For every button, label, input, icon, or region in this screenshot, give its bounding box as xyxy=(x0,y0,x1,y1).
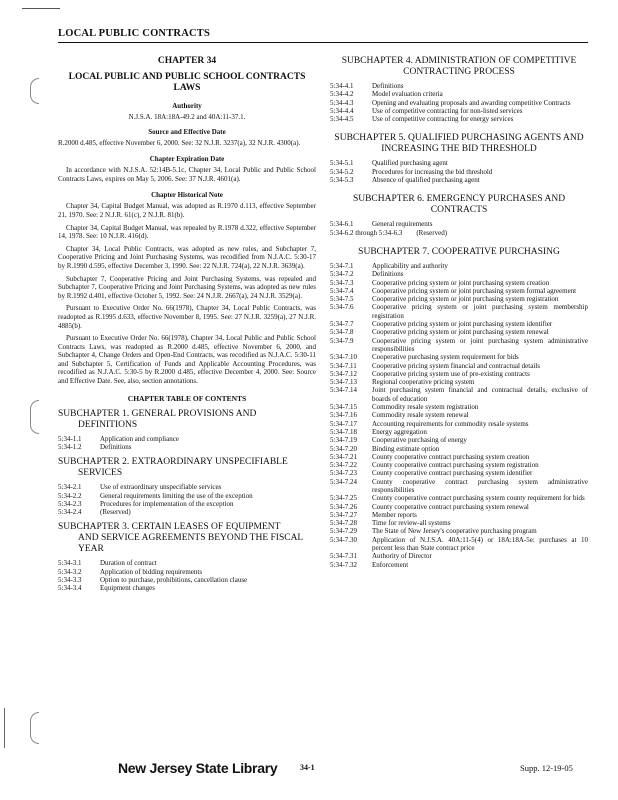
history-paragraph: Chapter 34, Capital Budget Manual, was repealed by R.1978 d.322, effective September 14, 1978. See: 10 N.J.R. 416(d). xyxy=(58,223,316,241)
toc-entry-number: 5:34-7.4 xyxy=(330,286,354,295)
toc-entry xyxy=(330,370,588,378)
toc-entry-number: 5:34-7.28 xyxy=(330,519,358,528)
toc-entry-title: Member reports xyxy=(372,510,417,519)
toc-entry-number: 5:34-7.2 xyxy=(330,270,354,279)
toc-entry xyxy=(58,483,316,491)
toc-heading: CHAPTER TABLE OF CONTENTS xyxy=(127,393,247,403)
toc-entry-number: 5:34-7.15 xyxy=(330,403,358,412)
toc-entry-title: Enforcement xyxy=(372,560,409,569)
toc-entry-title: Applicability and authority xyxy=(372,261,448,270)
toc-entry-title: County cooperative contract purchasing system identifier xyxy=(372,469,533,478)
source-heading: Source and Effective Date xyxy=(148,127,226,136)
subchapter-heading-line1: SUBCHAPTER 2. EXTRAORDINARY UNSPECIFIABLE xyxy=(58,457,288,468)
left-column xyxy=(58,56,316,595)
subchapter-2 xyxy=(58,457,316,516)
toc-entry-number: 5:34-7.8 xyxy=(330,328,354,337)
toc-entry xyxy=(58,492,316,500)
toc-entry-title: Commodity resale system renewal xyxy=(372,411,469,420)
subchapter-heading: SUBCHAPTER 5. QUALIFIED PURCHASING AGENTS AND INCREASING THE BID THRESHOLD xyxy=(334,133,584,155)
toc-entry-number: 5:34-2.4 xyxy=(58,508,82,517)
source-text: R.2000 d.485, effective November 6, 2000. See: 32 N.J.R. 3237(a), 32 N.J.R. 4300(a). xyxy=(58,138,301,147)
toc-entry-number: 5:34-7.21 xyxy=(330,452,358,461)
toc-entry-number: 5:34-7.11 xyxy=(330,361,357,370)
toc-entry-title: Cooperative pricing system or joint purchasing system identifier xyxy=(372,320,553,329)
toc-entry xyxy=(330,469,588,477)
toc-entry xyxy=(58,568,316,576)
toc-entry-title: Procedures for implementation of the exception xyxy=(100,499,234,508)
chapter-title: LOCAL PUBLIC AND PUBLIC SCHOOL CONTRACTS LAWS xyxy=(68,72,306,93)
chapter-number: CHAPTER 34 xyxy=(157,56,217,66)
toc-entry-title: Cooperative purchasing system requirement for bids xyxy=(372,353,519,362)
toc-entry xyxy=(330,478,588,495)
toc-entry-title: Option to purchase, prohibitions, cancellation clause xyxy=(100,576,248,585)
toc-entry-title: Use of competitive contracting for energy services xyxy=(372,115,514,124)
toc-entry xyxy=(330,176,588,184)
subchapter-heading-line2: SERVICES xyxy=(78,468,123,479)
toc-entry-title: County cooperative contract purchasing system county requirement for bids xyxy=(372,494,585,503)
subchapter-heading xyxy=(58,457,316,479)
toc-entry-title: (Reserved) xyxy=(416,228,448,237)
subchapter-heading-line1: SUBCHAPTER 1. GENERAL PROVISIONS AND xyxy=(58,408,257,419)
toc-entry-title: Cooperative pricing system or joint purchasing system creation xyxy=(372,278,550,287)
toc-entry-title: Accounting requirements for commodity resale systems xyxy=(372,419,529,428)
toc-entry-title: County cooperative contract purchasing system registration xyxy=(372,461,539,470)
toc-entry xyxy=(330,552,588,560)
history-paragraph: Subchapter 7, Cooperative Pricing and Joint Purchasing Systems, was repealed and Subchapter 7, Cooperative Pricing and Joint Purchasing Systems, was adopted as new rules by R.1992 d.401, effective October 5, 1992. See: 24 N.J.R. 2667(a), 24 N.J.R. 3529(a). xyxy=(58,274,316,300)
toc-entry-title: County cooperative contract purchasing system renewal xyxy=(372,502,529,511)
scan-hole-mark xyxy=(30,78,39,104)
toc-entry-number: 5:34-7.29 xyxy=(330,527,358,536)
toc-entry-number: 5:34-4.3 xyxy=(330,98,354,107)
toc-entry xyxy=(58,500,316,508)
right-column xyxy=(330,56,588,571)
toc-entry-title: Cooperative pricing system financial and contractual details xyxy=(372,361,540,370)
running-head: LOCAL PUBLIC CONTRACTS xyxy=(58,28,588,43)
toc-entry-title: Authority of Director xyxy=(372,552,432,561)
toc-entry-number: 5:34-3.4 xyxy=(58,584,82,593)
toc-entry-number: 5:34-7.22 xyxy=(330,461,358,470)
subchapter-heading xyxy=(58,409,316,431)
toc-entry-title: Use of extraordinary unspecifiable services xyxy=(100,483,222,492)
subchapter-1 xyxy=(58,409,316,452)
toc-entry xyxy=(330,386,588,403)
toc-entry-title: Cooperative pricing system or joint purchasing system renewal xyxy=(372,328,549,337)
history-heading: Chapter Historical Note xyxy=(151,191,223,200)
toc-entry-number: 5:34-7.17 xyxy=(330,419,358,428)
toc-entry-number: 5:34-4.5 xyxy=(330,115,354,124)
toc-entry-number: 5:34-5.3 xyxy=(330,176,354,185)
toc-entry xyxy=(330,279,588,287)
toc-entry-number: 5:34-7.26 xyxy=(330,502,358,511)
scan-hole-mark xyxy=(30,400,39,434)
toc-entry xyxy=(330,115,588,123)
toc-entry-title: Time for review-all systems xyxy=(372,519,451,528)
toc-entry xyxy=(330,229,588,237)
toc-entry xyxy=(330,519,588,527)
toc-entry-title: Definitions xyxy=(100,442,132,451)
toc-entry-number: 5:34-1.1 xyxy=(58,434,82,443)
history-paragraph: Pursuant to Executive Order No. 66(1978), Chapter 34, Local Public and Public School Contracts Laws, was readopted as R.2000 d.485, effective November 6, 2000, and Subchapter 4, Change Orders and Open-End Contracts, was recodified as N.J.A.C. 5:30-11 and Subchapter 5, Certification of Funds and Applicable Accounting Procedures, was recodified as N.J.A.C. 5:30-5 by R.2000 d.485, effective December 4, 2000. See: Source and Effective Date. See, also, section annotations. xyxy=(58,334,316,386)
page-number: 34-1 xyxy=(300,763,315,772)
toc-entry-number: 5:34-7.3 xyxy=(330,278,354,287)
toc-entry-title: Cooperative pricing system or joint purchasing system administrative responsibilities xyxy=(372,336,588,353)
toc-entry xyxy=(330,445,588,453)
toc-entry xyxy=(330,320,588,328)
authority-heading: Authority xyxy=(172,102,202,110)
toc-entry-title: Definitions xyxy=(372,82,404,90)
toc-entry-number: 5:34-7.25 xyxy=(330,494,358,503)
toc-entry-title: Regional cooperative pricing system xyxy=(372,378,475,387)
toc-entry xyxy=(330,270,588,278)
subchapter-heading: SUBCHAPTER 4. ADMINISTRATION OF COMPETITIVE CONTRACTING PROCESS xyxy=(341,56,577,77)
toc-entry-title: County cooperative contract purchasing system administrative responsibilities xyxy=(372,477,588,494)
authority-text: N.J.S.A. 18A:18A-49.2 and 40A:11-37.1. xyxy=(128,113,246,121)
toc-entry-title: Energy aggregation xyxy=(372,427,427,436)
scan-artifact-line xyxy=(22,8,60,9)
toc-entry xyxy=(58,508,316,516)
toc-entry xyxy=(58,443,316,451)
toc-entry-number: 5:34-7.5 xyxy=(330,295,354,304)
toc-entry xyxy=(330,362,588,370)
toc-entry-number: 5:34-2.3 xyxy=(58,499,82,508)
toc-entry-number: 5:34-7.13 xyxy=(330,378,358,387)
toc-entry-number: 5:34-7.16 xyxy=(330,411,358,420)
toc-entry-number: 5:34-4.2 xyxy=(330,90,354,99)
subchapter-heading-line2: DEFINITIONS xyxy=(78,419,138,430)
toc-entry-number: 5:34-7.9 xyxy=(330,336,354,345)
toc-entry-number: 5:34-5.1 xyxy=(330,159,354,168)
toc-entry-number: 5:34-3.2 xyxy=(58,567,82,576)
toc-entry-number: 5:34-4.1 xyxy=(330,82,354,90)
toc-entry xyxy=(330,262,588,270)
toc-entry-number: 5:34-7.20 xyxy=(330,444,358,453)
toc-entry xyxy=(330,411,588,419)
toc-entry-title: Cooperative pricing system or joint purchasing system registration xyxy=(372,295,559,304)
page-footer xyxy=(0,760,618,780)
toc-entry-title: Application and compliance xyxy=(100,434,179,443)
toc-entry xyxy=(330,107,588,115)
toc-entry-number: 5:34-7.18 xyxy=(330,427,358,436)
toc-entry-number: 5:34-7.30 xyxy=(330,535,358,544)
toc-entry xyxy=(330,403,588,411)
toc-entry-number: 5:34-6.2 through 5:34-6.3 xyxy=(330,228,403,237)
toc-entry-title: Equipment changes xyxy=(100,584,156,593)
toc-entry-number: 5:34-7.27 xyxy=(330,510,358,519)
toc-entry xyxy=(330,511,588,519)
history-paragraph: Chapter 34, Local Public Contracts, was adopted as new rules, and Subchapter 7, Cooperative Pricing and Joint Purchasing Systems, was recodified from N.J.A.C. 5:30-17 by R.1990 d.595, effective December 3, 1990. See: 22 N.J.R. 724(a), 22 N.J.R. 3639(a). xyxy=(58,244,316,270)
toc-entry-title: Use of competitive contracting for non-listed services xyxy=(372,106,523,115)
history-paragraphs xyxy=(58,202,316,385)
toc-entry xyxy=(330,420,588,428)
toc-entry-number: 5:34-3.3 xyxy=(58,576,82,585)
expiration-heading: Chapter Expiration Date xyxy=(149,155,225,164)
toc-entry xyxy=(330,159,588,167)
toc-entry-number: 5:34-4.4 xyxy=(330,106,354,115)
history-paragraph: Pursuant to Executive Order No. 66(1978), Chapter 34, Local Public Contracts, was readopted as R.1995 d.633, effective November 8, 1995. See: 27 N.J.R. 3259(a), 27 N.J.R. 4885(b). xyxy=(58,304,316,330)
toc-entry-title: Cooperative purchasing of energy xyxy=(372,436,467,445)
toc-entry xyxy=(330,303,588,320)
toc-entry-title: (Reserved) xyxy=(100,508,131,517)
toc-entry xyxy=(330,536,588,553)
toc-entry-number: 5:34-2.1 xyxy=(58,483,82,492)
toc-entry-title: Procedures for increasing the bid threshold xyxy=(372,167,493,176)
toc-entry-number: 5:34-5.2 xyxy=(330,167,354,176)
toc-entry-title: Application of N.J.S.A. 40A:11-5(4) or 18A:18A-5e: purchases at 10 percent less than State contract price xyxy=(372,535,588,553)
toc-entry-title: Model evaluation criteria xyxy=(372,90,443,99)
toc-entry-number: 5:34-3.1 xyxy=(58,559,82,568)
toc-entry-number: 5:34-1.2 xyxy=(58,442,82,451)
toc-entry-number: 5:34-7.19 xyxy=(330,436,358,445)
toc-entry-number: 5:34-7.10 xyxy=(330,353,358,362)
toc-entry-title: Joint purchasing system financial and contractual details, exclusive of boards of education xyxy=(372,386,588,403)
toc-entry xyxy=(330,503,588,511)
toc-entry xyxy=(58,435,316,443)
toc-entry xyxy=(330,561,588,569)
toc-entry-number: 5:34-7.32 xyxy=(330,560,358,569)
toc-entry-title: Cooperative pricing system or joint purchasing system membership registration xyxy=(372,303,588,320)
subchapter-heading xyxy=(58,522,316,555)
toc-entry-title: General requirements xyxy=(372,220,433,229)
toc-entry xyxy=(330,295,588,303)
toc-entry xyxy=(330,378,588,386)
toc-entry xyxy=(330,436,588,444)
toc-entry-title: Qualified purchasing agent xyxy=(372,159,448,168)
toc-entry-title: Application of bidding requirements xyxy=(100,567,203,576)
toc-entry xyxy=(330,82,588,90)
history-paragraph: Chapter 34, Capital Budget Manual, was adopted as R.1970 d.113, effective September 21, 1970. See: 2 N.J.R. 61(c), 2 N.J.R. 81(b). xyxy=(58,202,316,219)
subchapter-heading: SUBCHAPTER 7. COOPERATIVE PURCHASING xyxy=(358,246,560,257)
toc-entry-number: 5:34-7.14 xyxy=(330,386,358,395)
toc-entry-title: County cooperative contract purchasing system creation xyxy=(372,452,530,461)
toc-entry-number: 5:34-7.12 xyxy=(330,369,358,378)
subchapter-heading-line2: AND SERVICE AGREEMENTS BEYOND THE FISCAL YEAR xyxy=(78,533,303,555)
toc-entry-number: 5:34-7.6 xyxy=(330,303,354,312)
toc-entry-number: 5:34-7.24 xyxy=(330,477,358,486)
toc-entry-number: 5:34-7.23 xyxy=(330,469,358,478)
subchapter-3 xyxy=(58,522,316,592)
toc-entry xyxy=(330,494,588,502)
toc-entry xyxy=(58,559,316,567)
scan-hole-mark xyxy=(30,712,39,744)
toc-entry-number: 5:34-7.1 xyxy=(330,261,354,270)
toc-entry xyxy=(58,584,316,592)
toc-entry xyxy=(330,428,588,436)
toc-entry-title: Duration of contract xyxy=(100,559,157,568)
toc-entry xyxy=(330,220,588,228)
toc-entry-title: Absence of qualified purchasing agent xyxy=(372,176,480,185)
subchapter-heading-line1: SUBCHAPTER 3. CERTAIN LEASES OF EQUIPMENT xyxy=(58,522,281,533)
toc-entry-title: Binding estimate option xyxy=(372,444,440,453)
toc-entry-number: 5:34-2.2 xyxy=(58,491,82,500)
toc-entry xyxy=(330,328,588,336)
toc-entry xyxy=(330,353,588,361)
toc-entry-title: Definitions xyxy=(372,270,404,279)
library-logo: New Jersey State Library xyxy=(118,760,278,776)
supplement-date: Supp. 12-19-05 xyxy=(520,763,573,773)
scan-edge-mark xyxy=(4,708,5,748)
subchapter-heading: SUBCHAPTER 6. EMERGENCY PURCHASES AND CONTRACTS xyxy=(352,194,566,216)
toc-entry xyxy=(330,99,588,107)
toc-entry xyxy=(330,453,588,461)
expiration-text: In accordance with N.J.S.A. 52:14B-5.1c, Chapter 34, Local Public and Public School Contracts Laws, expires on May 5, 2006. See: 37 N.J.R. 4601(a). xyxy=(58,166,316,183)
toc-entry xyxy=(330,90,588,98)
toc-entry-title: General requirements limiting the use of the exception xyxy=(100,491,253,500)
toc-entry-number: 5:34-7.31 xyxy=(330,552,358,561)
toc-entry-title: Commodity resale system registration xyxy=(372,403,479,412)
toc-entry-title: Cooperative pricing system use of pre-existing contracts xyxy=(372,369,530,378)
toc-entry xyxy=(58,576,316,584)
toc-entry-title: Cooperative pricing system or joint purchasing system formal agreement xyxy=(372,286,577,295)
toc-entry-number: 5:34-7.7 xyxy=(330,320,354,329)
toc-entry xyxy=(330,287,588,295)
toc-entry xyxy=(330,461,588,469)
toc-entry xyxy=(330,168,588,176)
toc-entry-title: Opening and evaluating proposals and awarding competitive Contracts xyxy=(372,98,571,107)
toc-entry xyxy=(330,527,588,535)
toc-entry-title: The State of New Jersey's cooperative purchasing program xyxy=(372,527,537,536)
toc-entry xyxy=(330,337,588,354)
toc-entry-number: 5:34-6.1 xyxy=(330,220,354,229)
